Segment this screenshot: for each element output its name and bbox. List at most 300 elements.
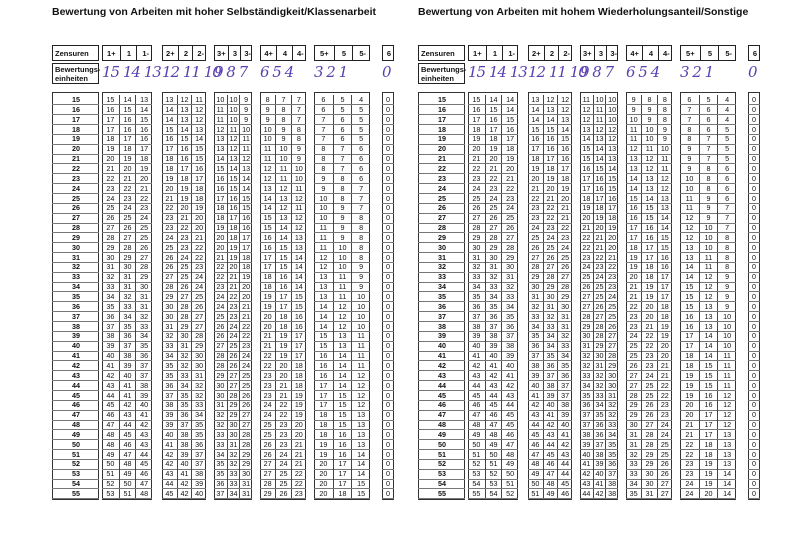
value-part: 23 [106,183,115,193]
value-part: 26 [657,469,672,479]
value-part: 33 [472,272,481,282]
value-part: 42 [485,371,502,381]
value-part: 31 [191,371,206,381]
value-part: 22 [239,331,252,341]
value-part: 43 [485,381,502,391]
value-part: 40 [177,459,192,469]
table-row [52,420,444,430]
value-part: 15 [657,243,672,253]
value-part: 0 [386,213,390,223]
grade-header-cell: 4- [292,46,308,60]
value-part: 21 [593,233,606,243]
grade-header-cell: 2 [178,46,194,60]
value-part: 9 [321,173,326,183]
value-part: 31 [135,292,152,302]
value-part: 25 [641,381,656,391]
value-part: 12 [351,381,370,391]
value-part: 34 [177,381,192,391]
points-cell: 20 [438,144,446,154]
value-part: 11 [351,341,370,351]
value-part: 33 [605,420,618,430]
table-row [418,489,800,499]
grade-header-group [626,45,672,61]
value-part: 25 [106,203,115,213]
value-part: 13 [351,440,370,450]
value-part: 31 [629,439,638,449]
handwritten-units: 3 2 1 [314,63,348,81]
value-part: 23 [227,312,240,322]
points-cell: 24 [72,183,80,193]
value-part: 28 [119,243,136,253]
value-part: 41 [582,459,591,469]
value-part: 10 [717,341,736,351]
value-part: 37 [557,391,572,401]
value-part: 17 [177,164,192,174]
value-part: 0 [386,449,390,459]
value-part: 19 [275,351,290,361]
value-part: 25 [216,311,225,321]
value-part: 43 [582,479,591,489]
value-part: 17 [501,134,518,144]
value-part: 36 [605,459,618,469]
points-cell: 38 [438,321,446,331]
value-part: 20 [227,262,240,272]
value-part: 41 [165,439,174,449]
value-part: 9 [333,203,352,213]
value-part: 35 [216,469,225,479]
value-part: 8 [351,253,370,263]
value-part: 0 [386,262,390,272]
value-part: 6 [717,164,736,174]
value-part: 11 [216,104,225,114]
points-cell: 37 [438,311,446,321]
value-part: 10 [605,95,618,105]
value-part: 20 [685,410,694,420]
value-part: 18 [227,223,240,233]
value-part: 31 [106,262,115,272]
value-part: 26 [657,459,672,469]
value-part: 10 [263,134,272,144]
value-part: 27 [216,341,225,351]
value-part: 9 [699,194,718,204]
value-part: 12 [717,391,736,401]
table-row [418,430,800,440]
value-part: 0 [386,380,390,390]
value-part: 30 [106,252,115,262]
value-part: 11 [717,361,736,371]
points-cell: 28 [438,223,446,233]
value-part: 37 [501,331,518,341]
value-part: 34 [543,341,558,351]
value-part: 36 [165,380,174,390]
value-part: 15 [485,105,502,115]
value-part: 29 [119,253,136,263]
table-row [52,391,444,401]
value-part: 0 [386,124,390,134]
value-part: 31 [531,292,540,301]
value-part: 28 [177,302,192,312]
value-part: 11 [319,223,328,233]
value-part: 29 [531,272,540,282]
value-part: 15 [699,361,718,371]
value-part: 26 [263,449,272,459]
grade-header-cell: 5+ [686,48,695,58]
value-part: 21 [557,203,572,213]
value-part: 22 [275,410,290,420]
value-part: 51 [485,459,502,469]
value-part: 26 [191,302,206,312]
value-part: 45 [557,479,572,489]
value-part: 22 [227,292,240,302]
value-part: 16 [333,430,352,440]
value-part: 29 [227,410,240,420]
value-part: 12 [291,194,306,204]
value-part: 15 [351,479,370,489]
value-part: 14 [319,311,328,321]
value-part: 12 [351,391,370,401]
grade-header-cell: 4 [276,46,292,60]
value-part: 28 [135,262,152,272]
value-part: 48 [485,430,502,440]
value-part: 18 [263,272,272,282]
value-part: 21 [227,272,240,282]
value-part: 22 [557,223,572,233]
value-part: 44 [119,420,136,430]
value-part: 17 [605,203,618,213]
value-part: 0 [386,163,390,173]
points-cell: 42 [72,360,80,370]
value-part: 44 [472,380,481,390]
value-part: 17 [699,420,718,430]
value-part: 20 [543,184,558,194]
value-part: 16 [593,174,606,184]
value-part: 38 [593,450,606,460]
value-part: 42 [177,489,192,499]
value-part: 0 [386,429,390,439]
value-part: 0 [386,489,390,498]
value-part: 20 [191,223,206,233]
row-divider [102,498,152,499]
table-row [52,312,444,322]
value-part: 15 [119,105,136,115]
value-part: 44 [557,459,572,469]
value-part: 22 [485,174,502,184]
value-part: 5 [351,134,370,144]
value-part: 19 [263,292,272,301]
value-part: 16 [557,144,572,154]
grade-header-cell: 3- [240,46,254,60]
value-part: 14 [699,351,718,361]
value-part: 0 [752,479,756,489]
value-part: 11 [629,134,638,144]
table-row [52,479,444,489]
value-part: 0 [752,449,756,459]
value-part: 33 [216,429,225,439]
table-row [418,223,800,233]
handwritten-units: 6 5 4 [626,63,660,81]
value-part: 16 [319,370,328,380]
value-part: 10 [629,114,638,124]
value-part: 17 [333,469,352,479]
value-part: 32 [485,272,502,282]
value-part: 8 [657,115,672,125]
value-part: 35 [629,489,638,498]
value-part: 15 [657,233,672,243]
grade-header-cell: 1 [486,46,504,60]
table-row [52,125,444,135]
value-part: 22 [216,272,225,282]
value-part: 22 [275,400,290,410]
table-row [52,302,444,312]
value-part: 35 [605,450,618,460]
value-part: 18 [291,361,306,371]
value-part: 11 [275,164,290,174]
value-part: 0 [752,95,756,104]
value-part: 13 [717,440,736,450]
value-part: 48 [135,489,152,499]
value-part: 11 [351,331,370,341]
table-row [52,262,444,272]
value-part: 45 [165,489,174,498]
value-part: 8 [699,174,718,184]
value-part: 9 [265,104,270,114]
value-part: 26 [641,400,656,410]
value-part: 39 [593,459,606,469]
value-part: 12 [717,410,736,420]
value-part: 29 [543,282,558,292]
value-part: 26 [165,252,174,262]
value-part: 7 [699,134,718,144]
table-row [418,479,800,489]
value-part: 20 [119,164,136,174]
value-part: 17 [291,351,306,361]
table-row [52,400,444,410]
value-part: 8 [657,105,672,115]
value-part: 25 [593,282,606,292]
value-part: 0 [386,144,390,154]
value-part: 42 [501,381,518,391]
value-part: 20 [593,223,606,233]
value-part: 20 [472,144,481,154]
points-cell: 32 [438,262,446,272]
value-part: 16 [177,154,192,164]
value-part: 12 [582,104,591,114]
value-part: 17 [641,243,656,253]
points-cell: 23 [72,173,80,183]
value-part: 16 [239,223,252,233]
value-part: 19 [106,144,115,154]
points-cell: 35 [438,292,446,301]
value-part: 26 [263,439,272,449]
value-part: 47 [543,469,558,479]
value-part: 23 [485,184,502,194]
value-part: 19 [582,203,591,213]
value-part: 19 [501,154,518,164]
value-part: 52 [485,469,502,479]
value-part: 0 [752,173,756,183]
value-part: 28 [501,243,518,253]
value-part: 9 [687,154,692,164]
value-part: 31 [593,361,606,371]
value-part: 17 [685,341,694,351]
value-part: 23 [165,213,174,223]
value-part: 9 [699,203,718,213]
value-part: 25 [135,233,152,243]
table-row [52,243,444,253]
value-part: 15 [333,400,352,410]
value-part: 36 [472,301,481,311]
value-part: 27 [227,381,240,391]
table-row [52,440,444,450]
value-part: 13 [717,430,736,440]
value-part: 31 [472,252,481,262]
value-part: 47 [119,450,136,460]
table-title: Bewertung von Arbeiten mit hoher Selbständigkeit/Klassenarbeit [52,6,377,18]
value-part: 7 [321,134,326,144]
points-cell: 16 [438,104,446,114]
value-part: 25 [275,479,290,489]
value-part: 0 [386,292,390,301]
value-part: 17 [531,144,540,154]
points-cell: 18 [438,124,446,134]
value-part: 17 [657,292,672,302]
value-part: 7 [687,114,692,124]
table-row [418,450,800,460]
value-part: 34 [135,331,152,341]
value-part: 0 [386,400,390,410]
table-row [418,381,800,391]
value-part: 16 [263,242,272,252]
value-part: 9 [333,213,352,223]
value-part: 15 [629,193,638,203]
value-part: 11 [333,272,352,282]
value-part: 9 [641,115,656,125]
value-part: 26 [239,391,252,401]
value-part: 11 [191,95,206,105]
value-part: 38 [582,429,591,439]
value-part: 24 [472,183,481,193]
value-part: 18 [485,134,502,144]
value-part: 45 [485,400,502,410]
value-part: 16 [333,450,352,460]
value-part: 15 [531,124,540,134]
points-cell: 50 [438,439,446,449]
value-part: 8 [717,253,736,263]
value-part: 27 [485,223,502,233]
table-row [418,194,800,204]
value-part: 55 [472,489,481,498]
value-part: 17 [191,174,206,184]
value-part: 19 [485,144,502,154]
points-cell: 32 [72,262,80,272]
points-cell: 36 [438,301,446,311]
value-part: 14 [291,262,306,272]
value-part: 38 [165,400,174,410]
value-part: 11 [275,174,290,184]
value-part: 39 [135,391,152,401]
value-part: 19 [227,253,240,263]
value-part: 18 [319,420,328,430]
value-part: 0 [386,154,390,164]
value-part: 21 [291,440,306,450]
value-part: 20 [699,489,718,499]
value-part: 7 [321,124,326,134]
value-part: 19 [119,154,136,164]
value-part: 35 [216,459,225,469]
table-title: Bewertung von Arbeiten mit hohem Wiederholungsanteil/Sonstige [418,6,749,18]
value-part: 12 [685,223,694,233]
value-part: 23 [501,194,518,204]
value-part: 11 [717,381,736,391]
value-part: 11 [319,232,328,242]
value-part: 24 [177,253,192,263]
value-part: 23 [641,361,656,371]
points-cell: 49 [72,429,80,439]
grade-header-group [162,45,206,61]
value-part: 25 [177,262,192,272]
value-part: 32 [165,331,174,341]
value-part: 22 [685,439,694,449]
table-row [418,302,800,312]
value-part: 21 [106,163,115,173]
value-part: 24 [106,193,115,203]
value-part: 0 [386,321,390,331]
value-part: 29 [593,341,606,351]
value-part: 27 [557,272,572,282]
value-part: 46 [135,469,152,479]
value-part: 32 [216,410,225,420]
points-cell: 34 [438,282,446,292]
value-part: 18 [699,450,718,460]
value-part: 47 [135,479,152,489]
value-part: 36 [582,400,591,410]
value-part: 18 [543,164,558,174]
value-part: 10 [351,302,370,312]
value-part: 30 [501,262,518,272]
points-cell: 50 [72,439,80,449]
points-cell: 28 [72,223,80,233]
value-part: 20 [263,321,272,331]
table-row [52,331,444,341]
value-part: 9 [717,302,736,312]
value-part: 11 [227,125,240,135]
value-part: 13 [717,459,736,469]
value-part: 8 [321,144,326,154]
value-part: 16 [227,194,240,204]
value-part: 0 [386,104,390,114]
value-part: 20 [275,361,290,371]
value-part: 19 [165,173,174,183]
value-part: 22 [593,253,606,263]
value-part: 22 [501,184,518,194]
value-part: 8 [265,95,270,104]
value-part: 10 [685,173,694,183]
value-part: 14 [275,223,290,233]
value-part: 25 [472,193,481,203]
value-part: 29 [641,459,656,469]
value-part: 21 [641,322,656,332]
value-part: 26 [216,331,225,341]
value-part: 37 [543,371,558,381]
value-part: 33 [191,400,206,410]
points-cell: 47 [72,410,80,420]
value-part: 54 [485,489,502,499]
value-part: 16 [657,253,672,263]
grade-header-cell: 1- [136,46,154,60]
value-part: 23 [543,223,558,233]
grades-label [52,45,99,61]
points-cell: 24 [438,183,446,193]
